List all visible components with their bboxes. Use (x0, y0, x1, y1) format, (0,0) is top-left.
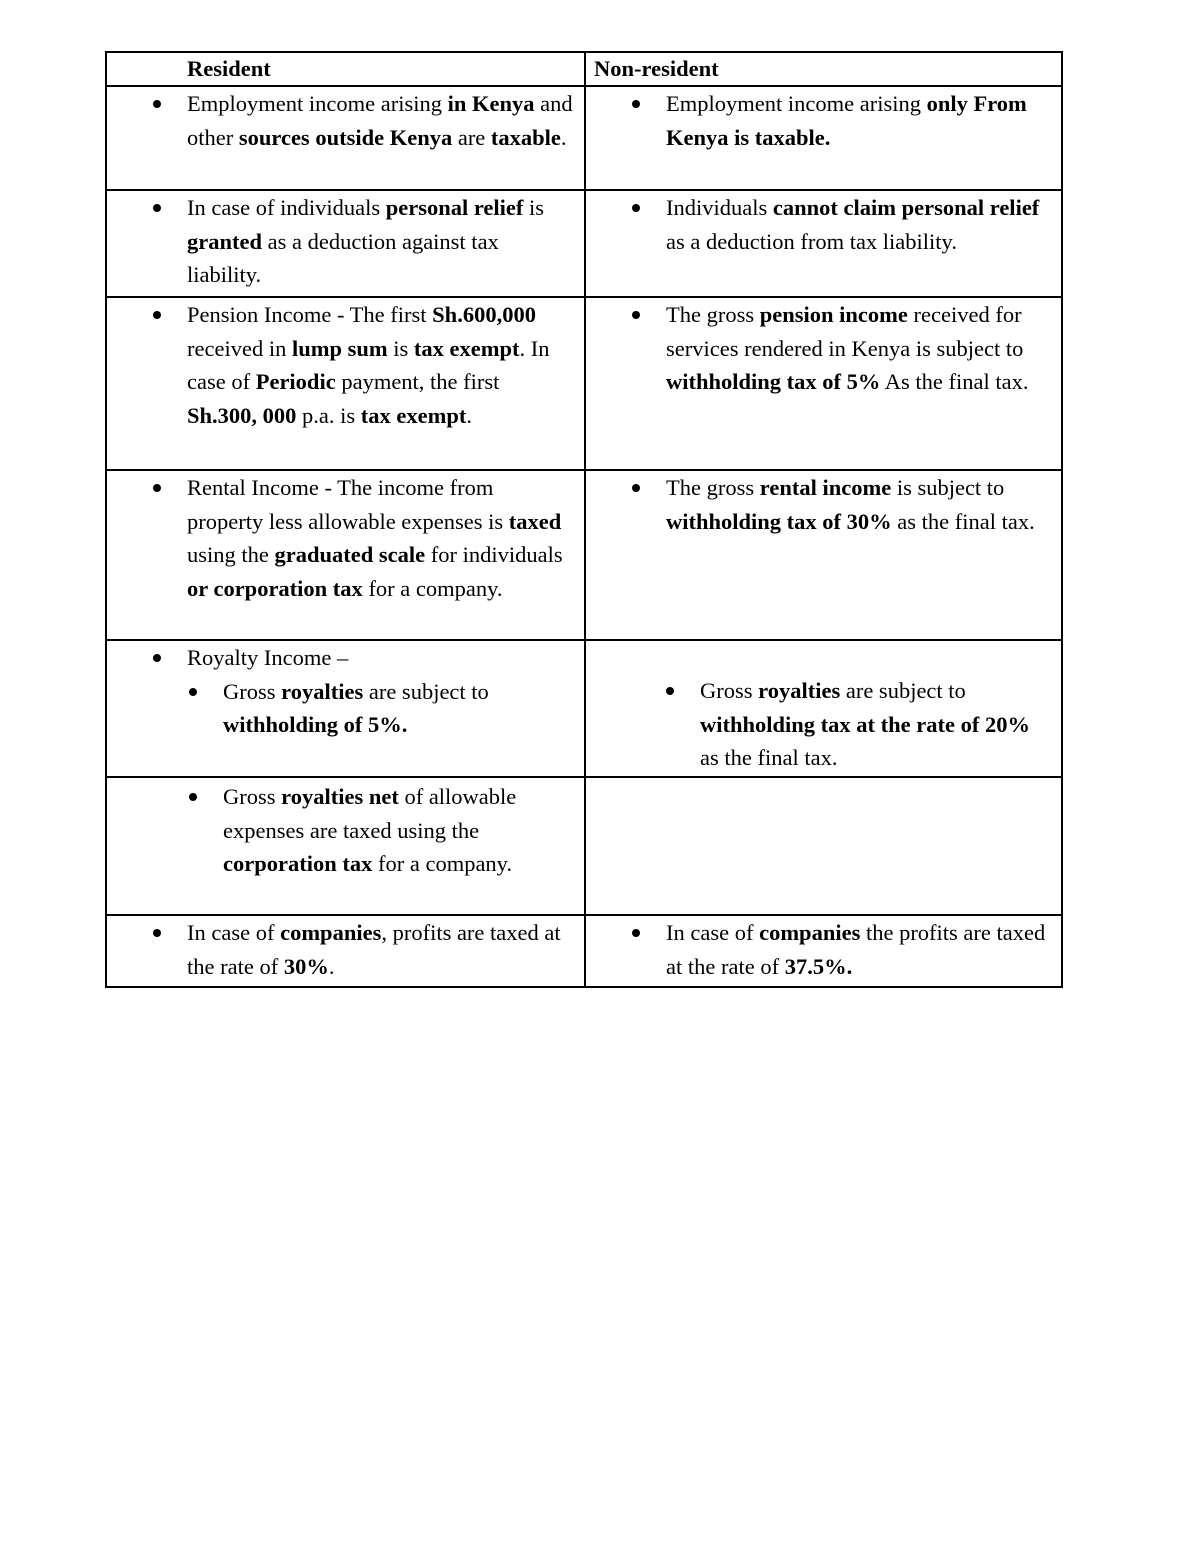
resident-cell (106, 915, 585, 987)
text: for a company. (372, 851, 513, 876)
bold-text: companies (759, 920, 861, 945)
bold-text: royalties (281, 678, 364, 704)
table-row (106, 86, 1062, 190)
text: . (328, 953, 335, 979)
bullet-item (107, 641, 584, 675)
bullet-item (586, 191, 1061, 258)
text: are subject to (363, 678, 489, 704)
text: p.a. is (296, 402, 361, 428)
bullet-item (107, 298, 584, 432)
bold-text: lump sum (291, 335, 388, 361)
text: is subject to (891, 475, 1005, 500)
bold-text: pension income (759, 302, 908, 327)
bold-text: graduated scale (274, 542, 426, 567)
text: Pension Income - The first (187, 302, 433, 327)
text: Employment income arising (187, 91, 448, 116)
text: In case of individuals (187, 195, 386, 220)
text: In case of (187, 920, 281, 945)
text: Employment income arising (666, 91, 927, 116)
header-non-resident: Non-resident (594, 56, 719, 81)
sub-bullet-item (107, 675, 584, 742)
resident-cell (106, 777, 585, 915)
bullet-item (586, 471, 1061, 538)
text: as a deduction against tax liability. (187, 228, 499, 287)
text: as the final tax. (700, 745, 838, 770)
bold-text: taxable (490, 124, 561, 150)
table-row (106, 190, 1062, 297)
bold-text: only From Kenya is taxable. (666, 91, 1027, 150)
text: as the final tax. (891, 508, 1035, 534)
bold-text: withholding tax of 5% (666, 369, 881, 394)
text: Individuals (666, 195, 773, 220)
non-resident-cell (585, 915, 1062, 987)
header-non-resident-cell (585, 52, 1062, 86)
text: of allowable expenses are taxed using the (223, 784, 517, 843)
text: is (387, 335, 414, 361)
bold-text: withholding tax of 30% (666, 508, 892, 534)
text: are subject to (840, 678, 966, 703)
text: . (560, 124, 567, 150)
text: and other (187, 91, 573, 150)
text: received for services rendered in Kenya is subject to (666, 302, 1024, 361)
bullet-item (107, 916, 584, 983)
resident-cell (106, 190, 585, 297)
non-resident-cell (585, 86, 1062, 190)
text: Gross (223, 784, 282, 809)
text: The gross (666, 302, 760, 327)
text: the profits are taxed at the rate of (666, 920, 1046, 979)
bold-text: withholding of 5%. (223, 712, 408, 737)
text: using the (187, 542, 275, 567)
bold-text: royalties (758, 678, 841, 703)
royalty-heading: Royalty Income – (187, 645, 349, 670)
resident-cell (106, 640, 585, 777)
bold-text: sources outside Kenya (238, 124, 453, 150)
text: The gross (666, 475, 760, 500)
table-row-royalty (106, 640, 1062, 777)
table-row-royalty-net (106, 777, 1062, 915)
bold-text: 37.5%. (784, 953, 853, 979)
bullet-item (586, 916, 1061, 983)
bold-text: in Kenya (447, 91, 535, 116)
text: for individuals (425, 542, 563, 567)
text: received in (187, 335, 292, 361)
non-resident-cell (585, 190, 1062, 297)
text: for a company. (362, 575, 503, 601)
text: payment, the first (335, 369, 500, 394)
bold-text: personal relief (385, 195, 524, 220)
text: Gross (223, 678, 282, 704)
resident-cell (106, 297, 585, 470)
bullet-item (107, 191, 584, 292)
text: as a deduction from tax liability. (666, 228, 957, 254)
header-resident: Resident (187, 56, 271, 81)
resident-cell (106, 86, 585, 190)
text: , profits are taxed at the rate of (187, 920, 561, 979)
bold-text: taxed (508, 508, 562, 534)
bullet-item (586, 298, 1061, 399)
bold-text: companies (280, 920, 382, 945)
non-resident-cell-empty (585, 777, 1062, 915)
text: . In case of (187, 335, 550, 394)
tax-comparison-table (105, 51, 1063, 988)
bullet-item (586, 87, 1061, 154)
non-resident-cell (585, 640, 1062, 777)
text: Rental Income - The income from property less allowable expenses is (187, 475, 509, 534)
non-resident-cell (585, 470, 1062, 640)
table-row (106, 470, 1062, 640)
bullet-item (107, 87, 584, 154)
bold-text: Sh.600,000 (432, 302, 536, 327)
resident-cell (106, 470, 585, 640)
text: is (523, 195, 545, 220)
table-row (106, 915, 1062, 987)
bold-text: Sh.300, 000 (187, 402, 297, 428)
bold-text: granted (187, 228, 262, 254)
text: In case of (666, 920, 760, 945)
non-resident-cell (585, 297, 1062, 470)
bullet-item (107, 471, 584, 605)
bold-text: tax exempt (413, 335, 520, 361)
text: . (466, 402, 472, 428)
table-row (106, 297, 1062, 470)
sub-bullet-item (107, 780, 584, 881)
text: are (452, 124, 491, 150)
bold-text: rental income (759, 475, 892, 500)
bold-text: royalties net (281, 784, 399, 809)
text: As the final tax. (880, 369, 1029, 394)
bold-text: cannot claim personal relief (772, 195, 1040, 220)
sub-bullet-item (586, 674, 1061, 775)
text: Gross (700, 678, 759, 703)
bold-text: Periodic (255, 369, 336, 394)
bold-text: 30% (283, 953, 329, 979)
header-row (106, 52, 1062, 86)
bold-text: withholding tax at the rate of 20% (700, 711, 1030, 737)
bold-text: tax exempt (360, 402, 467, 428)
bold-text: corporation tax (223, 851, 373, 876)
bold-text: or corporation tax (187, 575, 363, 601)
header-resident-cell (106, 52, 585, 86)
